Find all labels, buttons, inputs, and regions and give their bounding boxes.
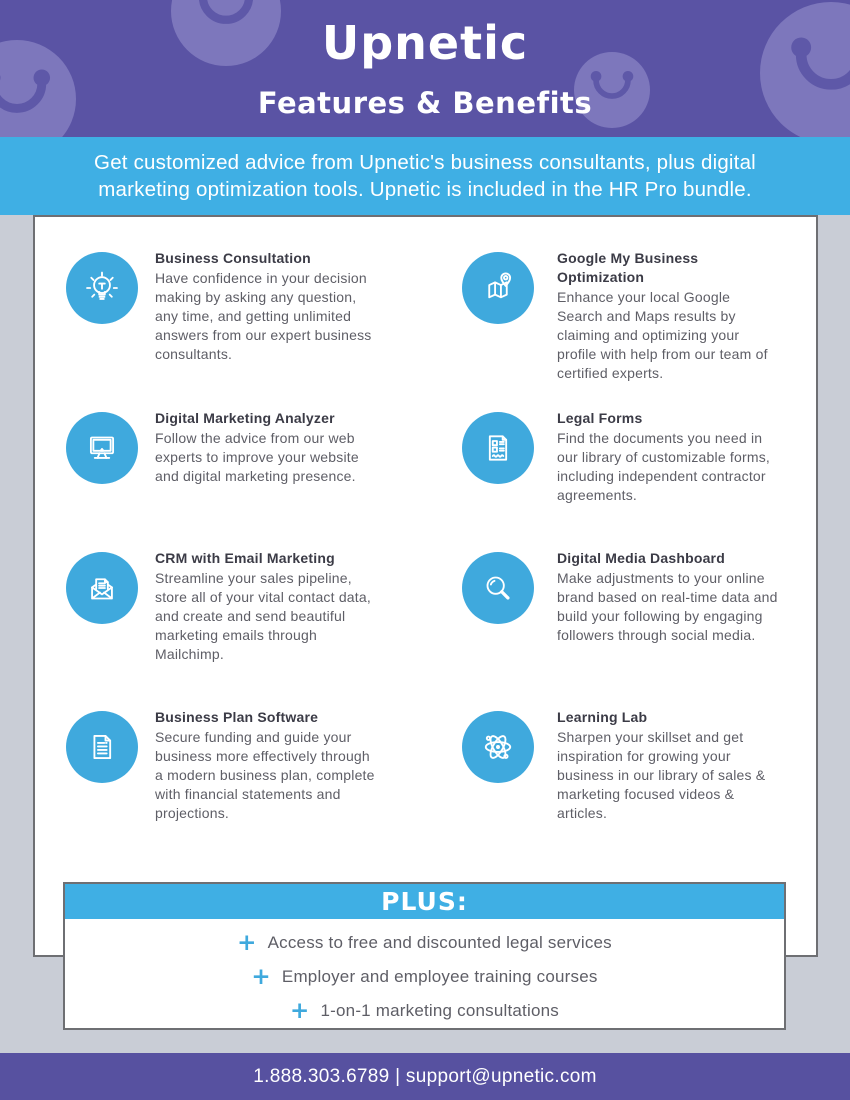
feature-description: Follow the advice from our web experts to improve your website and digital marketing presence. <box>155 430 359 484</box>
feature-title: CRM with Email Marketing <box>155 550 335 566</box>
feature-title: Learning Lab <box>557 709 648 725</box>
email-icon <box>66 552 138 624</box>
feature-description: Streamline your sales pipeline, store all of your vital contact data, and create and send beautiful marketing emails through Mailchimp. <box>155 570 371 662</box>
feature-title: Digital Marketing Analyzer <box>155 410 335 426</box>
feature-description: Find the documents you need in our library of customizable forms, including independent contractor agreements. <box>557 430 770 503</box>
plus-icon: + <box>251 963 271 990</box>
features-card <box>33 215 818 957</box>
plus-item <box>65 960 784 994</box>
feature-title: Business Consultation <box>155 250 311 266</box>
plus-section <box>63 882 786 1030</box>
page-title: Upnetic <box>321 16 529 70</box>
feature-description: Sharpen your skillset and get inspiration for growing your business in our library of sales & marketing focused videos & articles. <box>557 729 766 821</box>
footer <box>0 1053 850 1100</box>
plus-item <box>65 926 784 960</box>
plus-items <box>65 919 784 1028</box>
atom-icon <box>462 711 534 783</box>
intro-text: Get customized advice from Upnetic's business consultants, plus digital marketing optimization tools. Upnetic is included in the HR Pro bundle. <box>94 151 756 201</box>
document-icon <box>66 711 138 783</box>
feature-description: Enhance your local Google Search and Maps results by claiming and optimizing your profile with help from our team of certified experts. <box>557 289 768 381</box>
feature-title: Business Plan Software <box>155 709 319 725</box>
lightbulb-icon <box>66 252 138 324</box>
legal-form-icon <box>462 412 534 484</box>
plus-item-label: Employer and employee training courses <box>281 967 598 986</box>
feature-title: Google My Business Optimization <box>557 250 699 285</box>
page-subtitle: Features & Benefits <box>257 86 593 120</box>
monitor-icon <box>66 412 138 484</box>
plus-heading: PLUS: <box>65 884 784 919</box>
contact-info: 1.888.303.6789 | support@upnetic.com <box>253 1065 597 1087</box>
feature-description: Have confidence in your decision making by asking any question, any time, and getting unlimited answers from our expert business consultants. <box>155 270 372 362</box>
feature-description: Secure funding and guide your business more effectively through a modern business plan, complete with financial statements and projections. <box>155 729 375 821</box>
map-pin-icon <box>462 252 534 324</box>
intro-banner <box>0 137 850 215</box>
feature-title: Legal Forms <box>557 410 643 426</box>
plus-icon: + <box>237 929 257 956</box>
header <box>0 0 850 137</box>
plus-item-label: 1-on-1 marketing consultations <box>320 1001 559 1020</box>
feature-title: Digital Media Dashboard <box>557 550 725 566</box>
plus-item-label: Access to free and discounted legal services <box>267 933 612 952</box>
plus-icon: + <box>290 997 310 1024</box>
plus-item <box>65 994 784 1028</box>
magnifier-icon <box>462 552 534 624</box>
feature-description: Make adjustments to your online brand based on real-time data and build your following by engaging followers through social media. <box>557 570 778 643</box>
